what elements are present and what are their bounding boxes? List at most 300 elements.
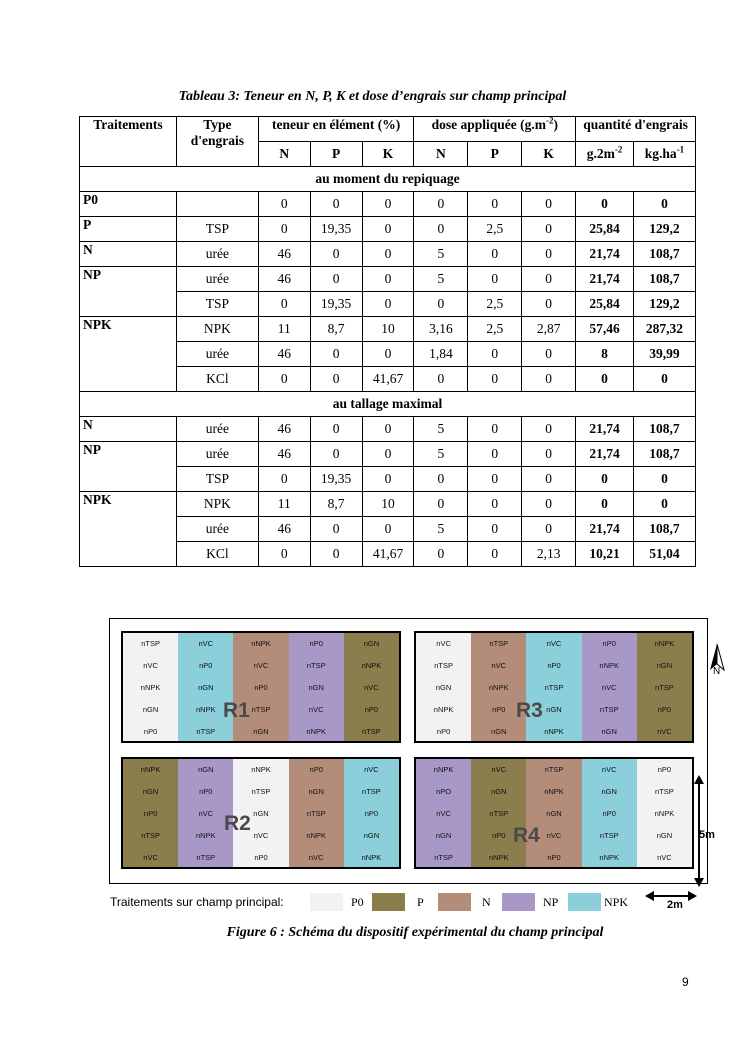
subplot-label: nGN xyxy=(601,727,617,736)
subplot-label: nVC xyxy=(143,853,158,862)
cell-n: 11 xyxy=(258,317,310,342)
cell-traitement: P xyxy=(80,217,177,242)
cell-n: 0 xyxy=(258,542,310,567)
table-row xyxy=(80,442,696,467)
cell-dp: 0 xyxy=(468,342,522,367)
cell-dk: 0 xyxy=(522,242,576,267)
subplot-label: nGN xyxy=(308,787,324,796)
cell-n: 46 xyxy=(258,267,310,292)
subplot-label: nGN xyxy=(656,661,673,670)
header-quantite: quantité d'engrais xyxy=(576,117,696,142)
subplot-label: nTSP xyxy=(362,787,381,796)
cell-k: 41,67 xyxy=(362,367,414,392)
plot-strip xyxy=(123,633,178,741)
plot-strip xyxy=(637,633,692,741)
legend-label: P0 xyxy=(351,895,364,909)
cell-engrais: TSP xyxy=(176,217,258,242)
cell-n: 46 xyxy=(258,442,310,467)
subplot-label: nVC xyxy=(601,765,617,774)
cell-traitement: NP xyxy=(80,267,177,317)
subplot-label: nGN xyxy=(546,705,562,714)
cell-dk: 0 xyxy=(522,417,576,442)
cell-k: 0 xyxy=(362,442,414,467)
cell-kg: 0 xyxy=(633,492,695,517)
subplot-label: nNPK xyxy=(251,639,271,648)
cell-n: 0 xyxy=(258,217,310,242)
cell-k: 10 xyxy=(362,317,414,342)
cell-p: 0 xyxy=(310,192,362,217)
table-row xyxy=(80,192,696,217)
cell-dk: 0 xyxy=(522,492,576,517)
cell-engrais: urée xyxy=(176,342,258,367)
subplot-label: nGN xyxy=(435,683,452,692)
subplot-label: nNPK xyxy=(654,639,675,648)
cell-dn: 0 xyxy=(414,467,468,492)
cell-p: 0 xyxy=(310,542,362,567)
section-header: au moment du repiquage xyxy=(80,167,696,192)
cell-kg: 108,7 xyxy=(633,417,695,442)
subplot-label: nP0 xyxy=(309,639,323,648)
cell-traitement: N xyxy=(80,417,177,442)
cell-traitement: NPK xyxy=(80,317,177,392)
cell-g: 8 xyxy=(576,342,634,367)
cell-kg: 129,2 xyxy=(633,217,695,242)
subplot-label: nNPK xyxy=(251,765,271,774)
cell-g: 25,84 xyxy=(576,292,634,317)
subplot-label: nP0 xyxy=(199,787,213,796)
cell-dk: 2,13 xyxy=(522,542,576,567)
subplot-label: nNPK xyxy=(196,831,216,840)
cell-dk: 0 xyxy=(522,217,576,242)
subplot-label: nVC xyxy=(546,639,562,648)
cell-traitement: NP xyxy=(80,442,177,492)
subplot-label: nTSP xyxy=(544,765,564,774)
table-row xyxy=(80,492,696,517)
subplot-label: nVC xyxy=(601,683,617,692)
plot-strip xyxy=(344,759,399,867)
cell-n: 46 xyxy=(258,417,310,442)
plot-strip xyxy=(471,759,526,867)
table-row xyxy=(80,317,696,342)
legend-title: Traitements sur champ principal: xyxy=(110,895,284,909)
cell-k: 0 xyxy=(362,517,414,542)
cell-dn: 5 xyxy=(414,417,468,442)
cell-p: 0 xyxy=(310,342,362,367)
plot-strip xyxy=(582,759,637,867)
cell-g: 21,74 xyxy=(576,417,634,442)
cell-dn: 0 xyxy=(414,217,468,242)
cell-traitement: N xyxy=(80,242,177,267)
cell-dp: 0 xyxy=(468,417,522,442)
subplot-label: nPO xyxy=(436,787,452,796)
subplot-label: nP0 xyxy=(199,661,213,670)
subplot-label: nVC xyxy=(657,853,672,862)
header-dose-k: K xyxy=(522,142,576,167)
subplot-label: nTSP xyxy=(489,639,509,648)
cell-dn: 5 xyxy=(414,442,468,467)
subplot-label: nTSP xyxy=(489,809,509,818)
cell-dk: 0 xyxy=(522,267,576,292)
cell-p: 0 xyxy=(310,367,362,392)
header-teneur: teneur en élément (%) xyxy=(258,117,414,142)
fertilizer-table xyxy=(79,116,696,567)
cell-g: 21,74 xyxy=(576,267,634,292)
subplot-label: nGN xyxy=(142,705,159,714)
subplot-label: nTSP xyxy=(434,853,453,862)
cell-g: 21,74 xyxy=(576,442,634,467)
header-traitements: Traitements xyxy=(80,117,177,167)
cell-kg: 108,7 xyxy=(633,242,695,267)
plot-strip xyxy=(582,633,637,741)
legend-swatch xyxy=(310,893,343,911)
cell-k: 10 xyxy=(362,492,414,517)
cell-dn: 5 xyxy=(414,242,468,267)
cell-kg: 51,04 xyxy=(633,542,695,567)
cell-g: 0 xyxy=(576,492,634,517)
section-header: au tallage maximal xyxy=(80,392,696,417)
plot-strip xyxy=(123,759,178,867)
replicate-block-r2 xyxy=(121,757,401,869)
cell-dn: 3,16 xyxy=(414,317,468,342)
cell-dp: 0 xyxy=(468,492,522,517)
subplot-label: nP0 xyxy=(547,853,561,862)
subplot-label: nTSP xyxy=(141,831,160,840)
cell-k: 0 xyxy=(362,417,414,442)
table-row xyxy=(80,242,696,267)
table-row xyxy=(80,217,696,242)
cell-dn: 0 xyxy=(414,367,468,392)
cell-kg: 0 xyxy=(633,467,695,492)
subplot-label: nNPK xyxy=(140,765,161,774)
subplot-label: nGN xyxy=(253,727,269,736)
cell-dk: 0 xyxy=(522,367,576,392)
cell-k: 0 xyxy=(362,192,414,217)
subplot-label: nVC xyxy=(143,661,158,670)
subplot-label: nP0 xyxy=(492,831,506,840)
subplot-label: nNPK xyxy=(306,831,326,840)
cell-p: 19,35 xyxy=(310,467,362,492)
subplot-label: nTSP xyxy=(434,661,453,670)
cell-k: 41,67 xyxy=(362,542,414,567)
cell-k: 0 xyxy=(362,217,414,242)
plot-strip xyxy=(289,633,344,741)
cell-p: 0 xyxy=(310,267,362,292)
header-dose-n: N xyxy=(414,142,468,167)
subplot-label: nP0 xyxy=(309,765,323,774)
north-label: N xyxy=(713,666,721,677)
subplot-label: nTSP xyxy=(251,705,271,714)
legend-label: NPK xyxy=(604,895,629,909)
subplot-label: nGN xyxy=(491,787,507,796)
subplot-label: nNPK xyxy=(599,853,619,862)
subplot-label: nTSP xyxy=(251,787,271,796)
cell-dp: 0 xyxy=(468,542,522,567)
subplot-label: nTSP xyxy=(655,787,674,796)
replicate-block-r3 xyxy=(414,631,694,743)
subplot-label: nTSP xyxy=(599,831,619,840)
cell-k: 0 xyxy=(362,267,414,292)
subplot-label: nNPK xyxy=(489,683,509,692)
cell-engrais: urée xyxy=(176,242,258,267)
subplot-label: nNPK xyxy=(196,705,216,714)
subplot-label: nVC xyxy=(253,831,269,840)
subplot-label: nTSP xyxy=(306,809,326,818)
subplot-label: nVC xyxy=(657,727,672,736)
plot-strip xyxy=(178,633,233,741)
subplot-label: nP0 xyxy=(436,727,451,736)
cell-engrais: KCl xyxy=(176,367,258,392)
cell-engrais xyxy=(176,192,258,217)
subplot-label: nP0 xyxy=(602,639,616,648)
replicate-label-r3: R3 xyxy=(516,699,543,722)
dim-2m-label: 2m xyxy=(667,899,683,911)
subplot-label: nNPK xyxy=(361,853,382,862)
subplot-label: nP0 xyxy=(364,809,379,818)
cell-engrais: KCl xyxy=(176,542,258,567)
page-number: 9 xyxy=(682,975,689,989)
subplot-label: nNPK xyxy=(433,765,454,774)
cell-kg: 287,32 xyxy=(633,317,695,342)
subplot-label: nNPK xyxy=(433,705,454,714)
cell-p: 0 xyxy=(310,242,362,267)
header-kg: $kg.ha^{-1}$ xyxy=(633,142,695,167)
subplot-label: nVC xyxy=(253,661,269,670)
header-type: Type d'engrais xyxy=(176,117,258,167)
field-diagram xyxy=(109,618,708,884)
table-caption: Tableau 3: Teneur en N, P, K et dose d’engrais sur champ principal xyxy=(178,89,567,104)
cell-dp: 0 xyxy=(468,517,522,542)
cell-dk: 0 xyxy=(522,442,576,467)
cell-p: 8,7 xyxy=(310,492,362,517)
subplot-label: nVC xyxy=(491,765,507,774)
subplot-label: nGN xyxy=(363,639,380,648)
subplot-label: nGN xyxy=(656,831,673,840)
subplot-label: nGN xyxy=(491,727,507,736)
cell-engrais: urée xyxy=(176,267,258,292)
cell-kg: 0 xyxy=(633,367,695,392)
cell-dk: 2,87 xyxy=(522,317,576,342)
plot-strip xyxy=(416,633,471,741)
subplot-label: nVC xyxy=(198,639,214,648)
cell-kg: 108,7 xyxy=(633,442,695,467)
legend-swatch xyxy=(372,893,405,911)
subplot-label: nTSP xyxy=(599,705,619,714)
header-dose-p: P xyxy=(468,142,522,167)
cell-dp: 2,5 xyxy=(468,292,522,317)
cell-dn: 0 xyxy=(414,492,468,517)
cell-p: 0 xyxy=(310,517,362,542)
cell-p: 0 xyxy=(310,417,362,442)
cell-dk: 0 xyxy=(522,192,576,217)
header-n: N xyxy=(258,142,310,167)
cell-engrais: NPK xyxy=(176,317,258,342)
replicate-label-r2: R2 xyxy=(224,812,251,835)
cell-g: 21,74 xyxy=(576,242,634,267)
subplot-label: nP0 xyxy=(143,727,158,736)
plot-strip xyxy=(471,633,526,741)
cell-kg: 39,99 xyxy=(633,342,695,367)
subplot-label: nGN xyxy=(253,809,269,818)
cell-dk: 0 xyxy=(522,342,576,367)
legend-swatch xyxy=(502,893,535,911)
subplot-label: nP0 xyxy=(254,853,268,862)
cell-dp: 0 xyxy=(468,242,522,267)
cell-k: 0 xyxy=(362,242,414,267)
subplot-label: nTSP xyxy=(362,727,381,736)
plot-strip xyxy=(416,759,471,867)
cell-kg: 0 xyxy=(633,192,695,217)
subplot-label: nGN xyxy=(363,831,380,840)
cell-g: 0 xyxy=(576,467,634,492)
cell-k: 0 xyxy=(362,292,414,317)
subplot-label: nTSP xyxy=(141,639,160,648)
cell-engrais: TSP xyxy=(176,467,258,492)
cell-engrais: urée xyxy=(176,417,258,442)
subplot-label: nP0 xyxy=(657,705,672,714)
header-g: $g.2m^{-2}$ xyxy=(576,142,634,167)
subplot-label: nVC xyxy=(364,683,379,692)
subplot-label: nNPK xyxy=(306,727,326,736)
cell-dn: 0 xyxy=(414,192,468,217)
cell-engrais: urée xyxy=(176,442,258,467)
subplot-label: nVC xyxy=(308,705,324,714)
subplot-label: nGN xyxy=(601,787,617,796)
subplot-label: nP0 xyxy=(492,705,506,714)
subplot-label: nP0 xyxy=(657,765,672,774)
cell-n: 0 xyxy=(258,192,310,217)
cell-dn: 1,84 xyxy=(414,342,468,367)
subplot-label: nVC xyxy=(436,639,451,648)
dim-5m-label: 5m xyxy=(699,829,715,841)
cell-dk: 0 xyxy=(522,467,576,492)
subplot-label: nGN xyxy=(198,765,214,774)
table-row xyxy=(80,267,696,292)
cell-k: 0 xyxy=(362,342,414,367)
subplot-label: nNPK xyxy=(140,683,161,692)
plot-strip xyxy=(526,759,581,867)
figure-caption: Figure 6 : Schéma du dispositif expérimental du champ principal xyxy=(226,925,604,940)
subplot-label: nVC xyxy=(436,809,451,818)
subplot-label: nVC xyxy=(308,853,324,862)
subplot-label: nTSP xyxy=(544,683,564,692)
subplot-label: nTSP xyxy=(196,853,216,862)
cell-n: 0 xyxy=(258,292,310,317)
header-p: P xyxy=(310,142,362,167)
legend-label: P xyxy=(417,895,424,909)
subplot-label: nP0 xyxy=(602,809,616,818)
cell-engrais: urée xyxy=(176,517,258,542)
cell-g: 21,74 xyxy=(576,517,634,542)
cell-dp: 0 xyxy=(468,442,522,467)
replicate-label-r4: R4 xyxy=(513,824,540,847)
cell-g: 10,21 xyxy=(576,542,634,567)
cell-dp: 2,5 xyxy=(468,217,522,242)
subplot-label: nVC xyxy=(364,765,379,774)
legend-label: NP xyxy=(543,895,559,909)
cell-dk: 0 xyxy=(522,517,576,542)
subplot-label: nVC xyxy=(198,809,214,818)
plot-strip xyxy=(233,633,288,741)
cell-dp: 0 xyxy=(468,267,522,292)
subplot-label: nTSP xyxy=(655,683,674,692)
cell-p: 19,35 xyxy=(310,217,362,242)
replicate-block-r1 xyxy=(121,631,401,743)
subplot-label: nGN xyxy=(435,831,452,840)
plot-strip xyxy=(289,759,344,867)
cell-g: 25,84 xyxy=(576,217,634,242)
cell-n: 0 xyxy=(258,467,310,492)
cell-kg: 129,2 xyxy=(633,292,695,317)
subplot-label: nNPK xyxy=(599,661,619,670)
subplot-label: nTSP xyxy=(196,727,216,736)
subplot-label: nGN xyxy=(308,683,324,692)
legend-swatch xyxy=(568,893,601,911)
replicate-label-r1: R1 xyxy=(223,699,250,722)
subplot-label: nP0 xyxy=(143,809,158,818)
cell-traitement: NPK xyxy=(80,492,177,567)
cell-dn: 5 xyxy=(414,267,468,292)
cell-dn: 0 xyxy=(414,292,468,317)
plot-strip xyxy=(637,759,692,867)
cell-dp: 2,5 xyxy=(468,317,522,342)
cell-dp: 0 xyxy=(468,192,522,217)
subplot-label: nNPK xyxy=(489,853,509,862)
subplot-label: nGN xyxy=(198,683,214,692)
cell-dn: 0 xyxy=(414,542,468,567)
subplot-label: nNPK xyxy=(361,661,382,670)
cell-p: 0 xyxy=(310,442,362,467)
subplot-label: nVC xyxy=(491,661,507,670)
cell-n: 46 xyxy=(258,517,310,542)
cell-traitement: P0 xyxy=(80,192,177,217)
subplot-label: nVC xyxy=(546,831,562,840)
replicate-block-r4 xyxy=(414,757,694,869)
subplot-label: nP0 xyxy=(364,705,379,714)
subplot-label: nNPK xyxy=(654,809,675,818)
cell-kg: 108,7 xyxy=(633,267,695,292)
subplot-label: nTSP xyxy=(306,661,326,670)
header-dose: dose appliquée $(g.m^{-2})$ xyxy=(414,117,576,142)
cell-n: 46 xyxy=(258,242,310,267)
legend-label: N xyxy=(482,895,491,909)
cell-g: 57,46 xyxy=(576,317,634,342)
cell-kg: 108,7 xyxy=(633,517,695,542)
cell-p: 19,35 xyxy=(310,292,362,317)
cell-dp: 0 xyxy=(468,367,522,392)
plot-strip xyxy=(344,633,399,741)
subplot-label: nP0 xyxy=(547,661,561,670)
cell-dk: 0 xyxy=(522,292,576,317)
table-row xyxy=(80,417,696,442)
cell-g: 0 xyxy=(576,367,634,392)
cell-k: 0 xyxy=(362,467,414,492)
subplot-label: nNPK xyxy=(544,787,564,796)
plot-strip xyxy=(526,633,581,741)
subplot-label: nNPK xyxy=(544,727,564,736)
subplot-label: nGN xyxy=(142,787,159,796)
cell-g: 0 xyxy=(576,192,634,217)
cell-dp: 0 xyxy=(468,467,522,492)
subplot-label: nP0 xyxy=(254,683,268,692)
subplot-label: nGN xyxy=(546,809,562,818)
cell-engrais: NPK xyxy=(176,492,258,517)
cell-n: 11 xyxy=(258,492,310,517)
legend-swatch xyxy=(438,893,471,911)
cell-n: 0 xyxy=(258,367,310,392)
cell-engrais: TSP xyxy=(176,292,258,317)
cell-n: 46 xyxy=(258,342,310,367)
header-k: K xyxy=(362,142,414,167)
